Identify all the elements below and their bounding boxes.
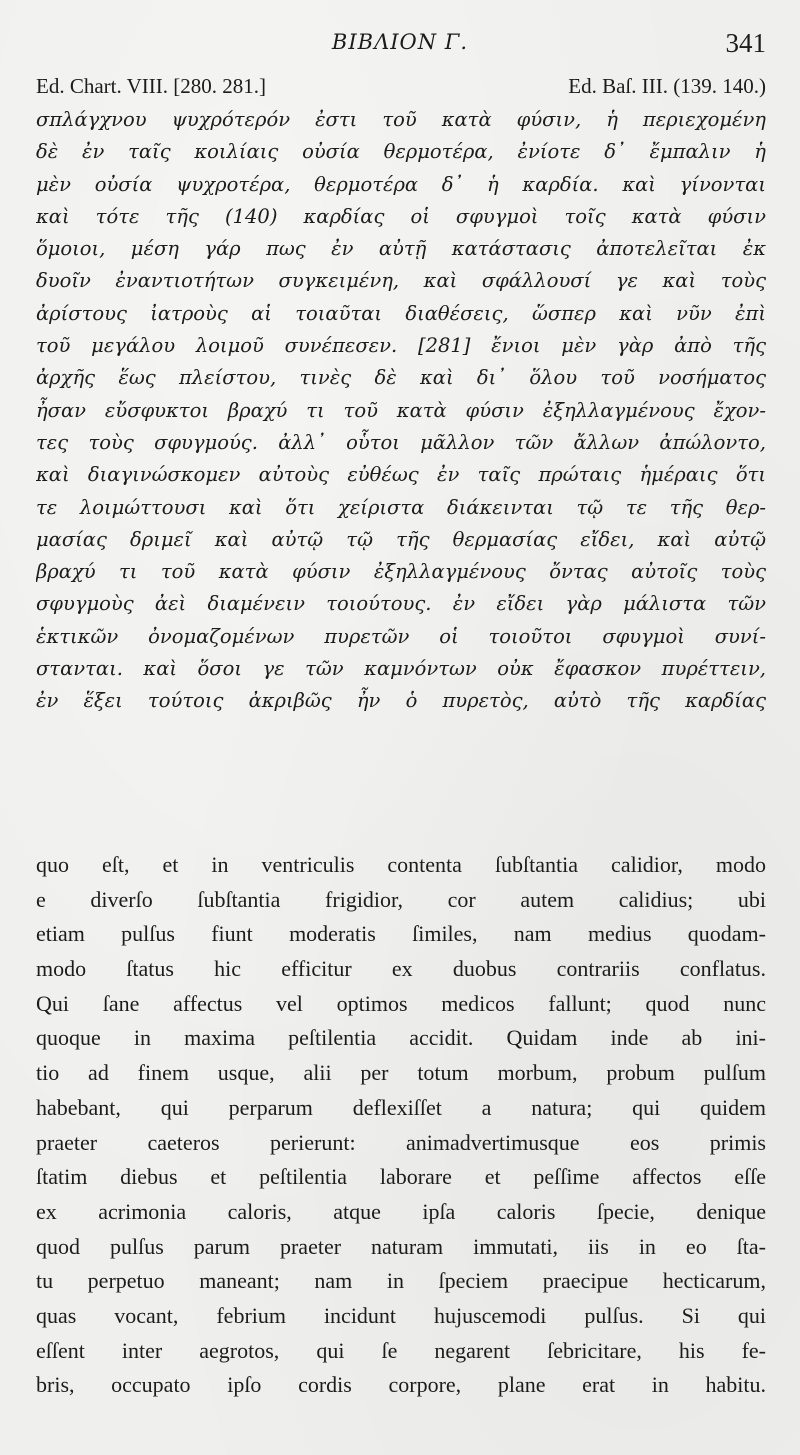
running-title: ΒΙΒΛΙΟΝ Γ. <box>331 30 469 54</box>
page-number: 341 <box>725 28 766 58</box>
greek-text-line: μασίας δριμεῖ καὶ αὐτῷ τῷ τῆς θερμασίας εἴδει, καὶ αὐτῷ <box>36 527 766 551</box>
latin-text-line: e diverſo ſubſtantia frigidior, cor autem calidius; ubi <box>36 886 766 912</box>
latin-text-line: ſtatim diebus et peſtilentia laborare et peſſime affectos eſſe <box>36 1164 766 1190</box>
latin-text-line: modo ſtatus hic efficitur ex duobus contrariis conflatus. <box>36 956 766 982</box>
latin-text-line: quoque in maxima peſtilentia accidit. Quidam inde ab ini- <box>36 1025 766 1051</box>
edition-reference-line <box>36 74 766 104</box>
latin-text-line: ex acrimonia caloris, atque ipſa caloris ſpecie, denique <box>36 1198 766 1224</box>
greek-text-line: ἀρίστους ἰατροὺς αἱ τοιαῦται διαθέσεις, ὥσπερ καὶ νῦν ἐπὶ <box>36 301 766 325</box>
latin-text-line: tu perpetuo maneant; nam in ſpeciem praecipue hecticarum, <box>36 1268 766 1294</box>
latin-text-line: etiam pulſus fiunt moderatis ſimiles, nam medius quodam- <box>36 921 766 947</box>
greek-text-line: σπλάγχνου ψυχρότερόν ἐστι τοῦ κατὰ φύσιν, ἡ περιεχομένη <box>36 108 766 131</box>
latin-text-line: eſſent inter aegrotos, qui ſe negarent ſebricitare, his fe- <box>36 1337 766 1363</box>
latin-text-line: tio ad finem usque, alii per totum morbum, probum pulſum <box>36 1060 766 1086</box>
greek-text-line: ὅμοιοι, μέση γάρ πως ἐν αὐτῇ κατάστασις ἀποτελεῖται ἐκ <box>36 237 766 261</box>
latin-text-line: quas vocant, febrium incidunt hujuscemodi pulſus. Si qui <box>36 1302 766 1328</box>
greek-text-line: βραχύ τι τοῦ κατὰ φύσιν ἐξηλλαγμένους ὄντας αὐτοῖς τοὺς <box>36 560 766 584</box>
greek-text-line: ἑκτικῶν ὀνομαζομένων πυρετῶν οἱ τοιοῦτοι σφυγμοὶ συνί- <box>36 624 766 648</box>
greek-text-line: μὲν οὐσία ψυχροτέρα, θερμοτέρα δ᾽ ἡ καρδία. καὶ γίνονται <box>36 172 766 196</box>
greek-text-line: δυοῖν ἐναντιοτήτων συγκειμένη, καὶ σφάλλουσί γε καὶ τοὺς <box>36 269 766 293</box>
greek-text-line: καὶ διαγινώσκομεν αὐτοὺς εὐθέως ἐν ταῖς πρώταις ἡμέραις ὅτι <box>36 463 766 487</box>
greek-text-line: δὲ ἐν ταῖς κοιλίαις οὐσία θερμοτέρα, ἐνίοτε δ᾽ ἔμπαλιν ἡ <box>36 140 766 164</box>
greek-text-line: στανται. καὶ ὅσοι γε τῶν καμνόντων οὐκ ἔφασκον πυρέττειν, <box>36 657 766 681</box>
greek-text-line: ἦσαν εὔσφυκτοι βραχύ τι τοῦ κατὰ φύσιν ἐξηλλαγμένους ἔχον- <box>36 398 766 422</box>
latin-text-line: habebant, qui perparum deflexiſſet a natura; qui quidem <box>36 1094 766 1120</box>
latin-text-line: quod pulſus parum praeter naturam immutati, iis in eo ſta- <box>36 1233 766 1259</box>
greek-text-line: σφυγμοὺς ἀεὶ διαμένειν τοιούτους. ἐν εἴδει γὰρ μάλιστα τῶν <box>36 592 766 616</box>
latin-text-line: praeter caeteros perierunt: animadvertimusque eos primis <box>36 1129 766 1155</box>
greek-text-block <box>36 104 766 718</box>
running-head <box>0 28 800 64</box>
latin-translation-block <box>36 848 766 1403</box>
greek-text-line: καὶ τότε τῆς (140) καρδίας οἱ σφυγμοὶ τοῖς κατὰ φύσιν <box>36 204 766 228</box>
latin-text-line: quo eſt, et in ventriculis contenta ſubſtantia calidior, modo <box>36 852 766 877</box>
greek-text-line: ἐν ἕξει τούτοις ἀκριβῶς ἦν ὁ πυρετὸς, αὐτὸ τῆς καρδίας <box>36 689 766 713</box>
edition-basel-reference: Ed. Baſ. III. (139. 140.) <box>568 74 766 98</box>
greek-text-line: τοῦ μεγάλου λοιμοῦ συνέπεσεν. [281] ἔνιοι μὲν γὰρ ἀπὸ τῆς <box>36 334 766 358</box>
greek-text-line: τες τοὺς σφυγμούς. ἀλλ᾽ οὗτοι μᾶλλον τῶν ἄλλων ἀπώλοντο, <box>36 430 766 454</box>
latin-text-line: bris, occupato ipſo cordis corpore, plane erat in habitu. <box>36 1372 766 1398</box>
latin-text-line: Qui ſane affectus vel optimos medicos fallunt; quod nunc <box>36 990 766 1016</box>
edition-chart-reference: Ed. Chart. VIII. [280. 281.] <box>36 74 266 98</box>
greek-text-line: τε λοιμώττουσι καὶ ὅτι χείριστα διάκεινται τῷ τε τῆς θερ- <box>36 495 766 519</box>
greek-text-line: ἀρχῆς ἕως πλείστου, τινὲς δὲ καὶ δι᾽ ὅλου τοῦ νοσήματος <box>36 366 766 390</box>
